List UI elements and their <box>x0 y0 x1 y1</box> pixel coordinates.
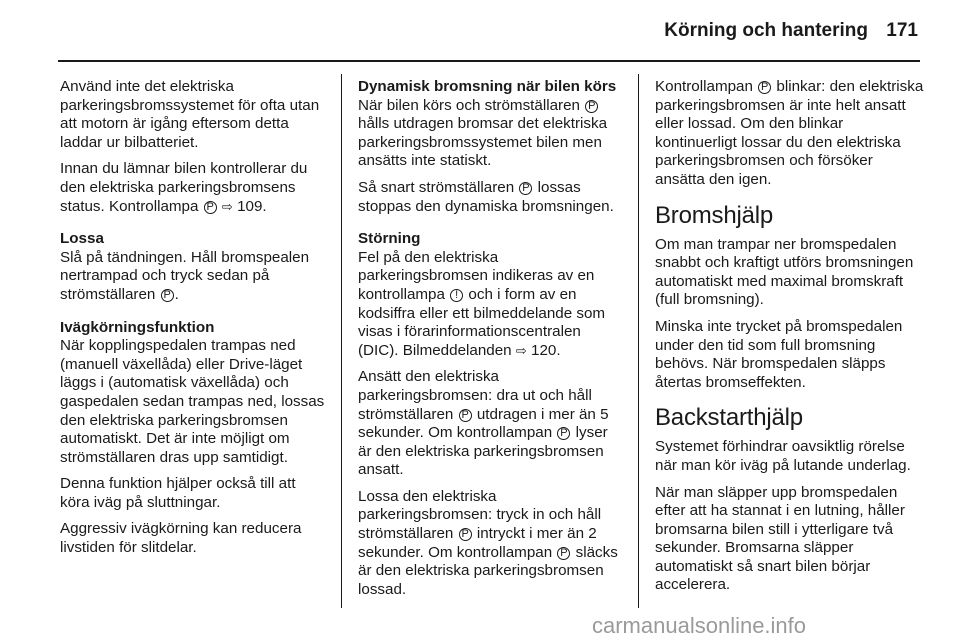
paragraph: När man släpper upp bromspedalen efter att ha stannat i en lutning, håller bromsarna bilen still i ytterligare två sekunder. Bromsarna släpper automatiskt så snart bilen börjar accelerera. <box>655 483 905 594</box>
brake-switch-icon: P <box>459 409 472 422</box>
brake-warning-icon: P <box>557 547 570 560</box>
column-divider <box>638 74 639 608</box>
paragraph: Innan du lämnar bilen kontrollerar du den elektriska parkeringsbromsens status. Kontrollampa P ⇨ 109. <box>60 160 308 215</box>
paragraph: Så snart strömställaren P lossas stoppas den dynamiska bromsningen. <box>358 178 614 215</box>
brake-switch-icon: P <box>585 100 598 113</box>
column-3 <box>655 78 925 603</box>
brake-warning-icon: P <box>204 201 217 214</box>
paragraph: Minska inte trycket på bromspedalen under den tid som full bromsning behövs. När bromspedalen släpps återtas bromseffekten. <box>655 317 903 391</box>
column-divider <box>341 74 342 608</box>
section-heading: Dynamisk bromsning när bilen körs <box>358 78 617 95</box>
paragraph: Kontrollampan P blinkar: den elektriska parkeringsbromsen är inte helt ansatt eller lossad. Om den blinkar kontinuerligt lossar du den elektriska parkeringsbromsen och försöker ansätta den igen. <box>655 78 924 188</box>
column-2 <box>358 78 624 607</box>
paragraph: Om man trampar ner bromspedalen snabbt och kraftigt utförs bromsningen automatiskt med maximal bromskraft (full bromsning). <box>655 235 914 309</box>
brake-switch-icon: P <box>459 528 472 541</box>
page-header <box>0 0 960 62</box>
page-title: Körning och hantering <box>664 20 868 41</box>
page-reference[interactable]: 120. <box>531 341 561 359</box>
brake-warning-icon: P <box>557 427 570 440</box>
column-1 <box>60 78 328 566</box>
section-heading: Ivägkörningsfunktion <box>60 318 215 336</box>
fault-warning-icon: ! <box>450 289 463 302</box>
brake-switch-icon: P <box>161 289 174 302</box>
paragraph: Aggressiv ivägkörning kan reducera livstiden för slitdelar. <box>60 520 302 557</box>
section-heading: Störning <box>358 230 421 248</box>
paragraph: När kopplingspedalen trampas ned (manuell växellåda) eller Drive-läget läggs i (automatisk växellåda) och gaspedalen sedan trampas ned, lossas den elektriska parkeringsbromsen automatiskt. Det är inte möjligt om strömställaren dras upp samtidigt. <box>60 337 325 466</box>
paragraph: Systemet förhindrar oavsiktlig rörelse när man kör iväg på lutande underlag. <box>655 438 911 474</box>
paragraph: Ansätt den elektriska parkeringsbromsen: dra ut och håll strömställaren P utdragen i mer än 5 sekunder. Om kontrollampan P lyser är den elektriska parkeringsbromsen ansatt. <box>358 368 609 479</box>
paragraph: Slå på tändningen. Håll bromspealen nertrampad och tryck sedan på strömställaren P . <box>60 248 310 303</box>
page-ref-arrow-icon: ⇨ <box>515 342 527 358</box>
header-rule <box>58 60 920 62</box>
paragraph: Använd inte det elektriska parkeringsbromssystemet för ofta utan att motorn är igång eftersom detta laddar ur bilbatteriet. <box>60 78 320 151</box>
brake-switch-icon: P <box>519 182 532 195</box>
paragraph: Lossa den elektriska parkeringsbromsen: tryck in och håll strömställaren P intryckt i mer än 2 sekunder. Om kontrollampan P släcks är den elektriska parkeringsbromsen lossad. <box>358 487 618 598</box>
page-reference[interactable]: 109. <box>237 197 267 215</box>
page-ref-arrow-icon: ⇨ <box>221 198 233 214</box>
section-title: Bromshjälp <box>655 201 774 229</box>
section-heading: Lossa <box>60 230 104 248</box>
page-number: 171 <box>886 20 918 41</box>
watermark: carmanualsonline.info <box>592 613 807 638</box>
section-title: Backstarthjälp <box>655 404 803 432</box>
paragraph: När bilen körs och strömställaren P hålls utdragen bromsar det elektriska parkeringsbromssystemet bilen men ansätts inte statiskt. <box>358 96 608 170</box>
paragraph: Denna funktion hjälper också till att köra iväg på sluttningar. <box>60 475 296 511</box>
brake-warning-icon: P <box>758 81 771 94</box>
paragraph: Fel på den elektriska parkeringsbromsen indikeras av en kontrollampa ! och i form av en kodsiffra eller ett bilmeddelande som visas i förarinformationscentralen (DIC). Bilmeddelanden ⇨ 120. <box>358 248 606 359</box>
